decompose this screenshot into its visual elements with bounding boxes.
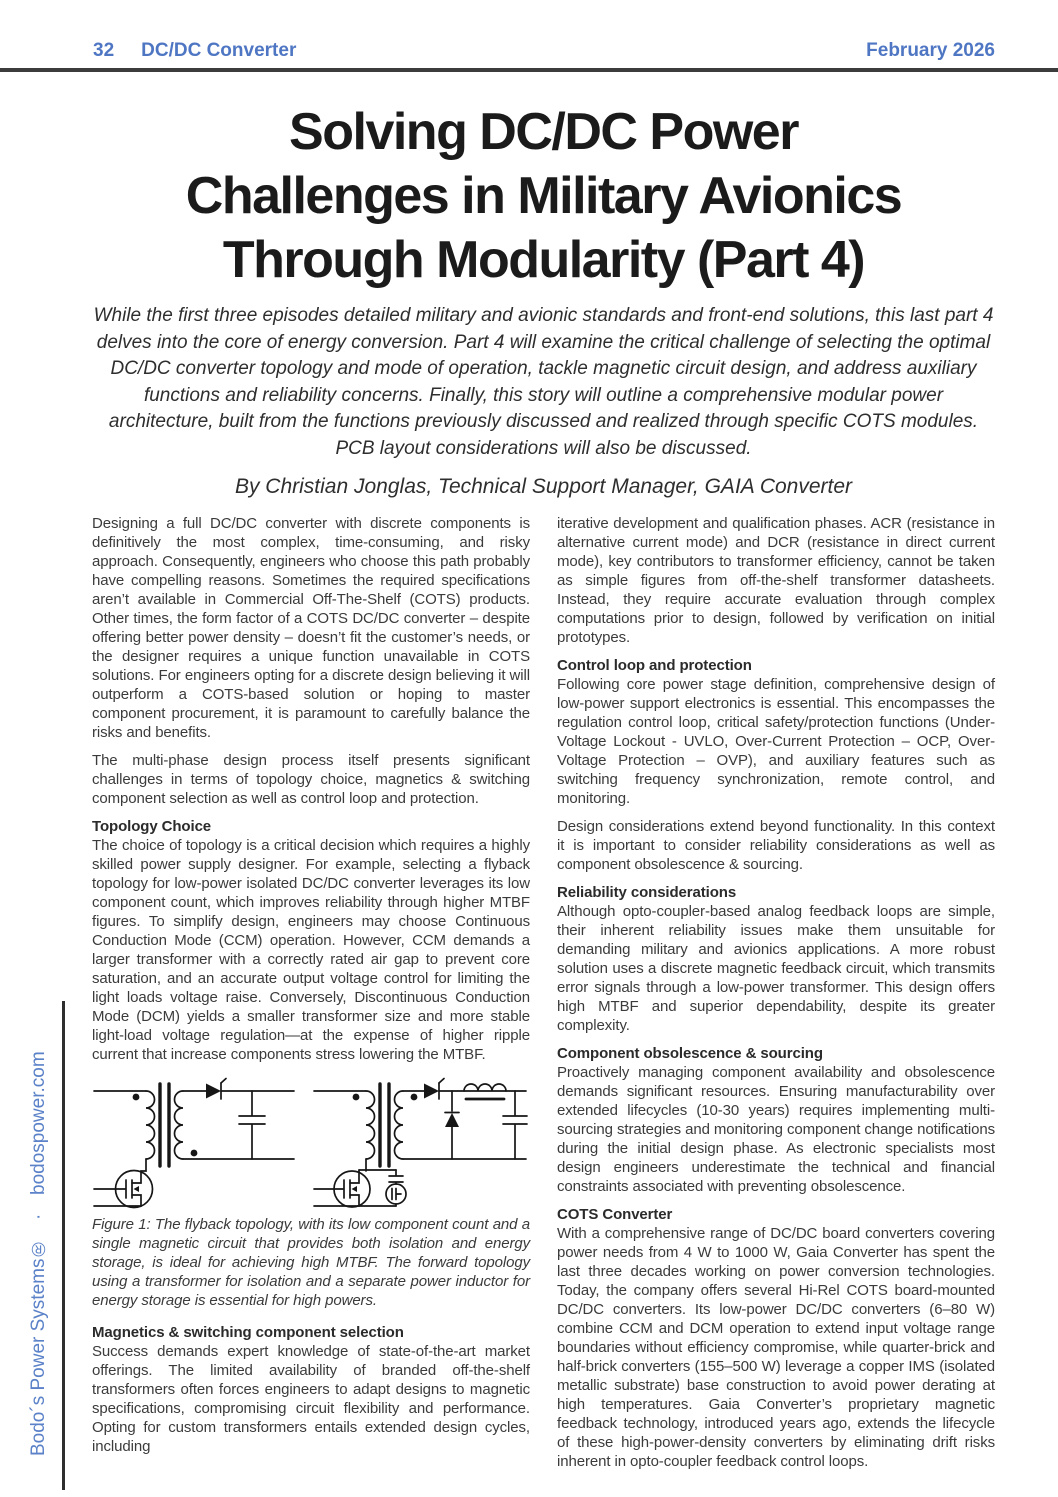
- figure-caption: Figure 1: The flyback topology, with its low component count and a single magnetic circuit that provides both isolation and energy storage, is ideal for achieving high MTBF. The forward topology using a transformer for isolation and a separate power inductor for energy storage is essential for high powers.: [92, 1216, 530, 1309]
- sidebar-rule: [62, 1001, 65, 1490]
- title-line-3: Through Modularity (Part 4): [222, 231, 865, 289]
- paragraph: Following core power stage definition, comprehensive design of low-power support electronics is essential. This encompasses the regulation control loop, critical safety/protection functions (Under-Voltage Lockout - UVLO, Over-Current Protection – OCP, Over-Voltage Protection – OVP), and auxiliary features such as switching frequency synchronization, remote control, and monitoring.: [557, 676, 995, 807]
- paragraph: Proactively managing component availability and obsolescence demands significant resources. Ensuring manufacturability over extended lifecycles (10-30 years) requires implementing multi-sourcing strategies and monitoring component change notifications during the initial design phase. As electronic specialists most design engineers underestimate the technical and financial constraints associated with preventing obsolescence.: [557, 1064, 995, 1195]
- page-number: 32: [93, 40, 115, 61]
- right-column: [557, 514, 995, 1480]
- paragraph: Although opto-coupler-based analog feedback loops are simple, their inherent reliability issues make them unsuitable for demanding military and avionics applications. A more robust solution uses a discrete magnetic feedback circuit, which transmits error signals through a low-power transformer. This design offers high MTBF and superior dependability, despite its greater complexity.: [557, 903, 995, 1034]
- left-column: [92, 514, 530, 1480]
- paragraph: Success demands expert knowledge of state-of-the-art market offerings. The limited availability of branded off-the-shelf transformers often forces engineers to adapt designs to magnetic specifications, compromising circuit flexibility and performance. Opting for custom transformers entails extended design cycles, including: [92, 1343, 530, 1455]
- section-heading-reliability: Reliability considerations: [557, 884, 737, 901]
- issue-date: February 2026: [866, 40, 995, 61]
- paragraph: Design considerations extend beyond functionality. In this context it is important to consider reliability considerations as well as component obsolescence & sourcing.: [557, 818, 995, 873]
- paragraph: The multi-phase design process itself presents significant challenges in terms of topology choice, magnetics & switching component selection as well as control loop and protection.: [92, 752, 530, 807]
- section-heading-control-loop: Control loop and protection: [557, 657, 752, 674]
- section-heading-cots: COTS Converter: [557, 1206, 673, 1223]
- header-rule: [0, 68, 1058, 72]
- section-heading-magnetics: Magnetics & switching component selection: [92, 1324, 404, 1341]
- article-lede: While the first three episodes detailed military and avionic standards and front-end solutions, this last part 4 delves into the core of energy conversion. Part 4 will examine the critical challenge of selecting the optimal DC/DC converter topology and mode of operation, tackle magnetic circuit design, and address auxiliary functions and reliability concerns. Finally, this story will outline a comprehensive modular power architecture, built from the functions previously discussed and realized through specific COTS modules. PCB layout considerations will also be discussed.: [93, 305, 994, 459]
- article-title: [92, 100, 995, 292]
- article: [92, 100, 995, 1480]
- magazine-brand: Bodo´s Power Systems®: [28, 1237, 49, 1457]
- page-header: [93, 40, 995, 62]
- section-title: DC/DC Converter: [141, 40, 297, 61]
- sidebar-vertical-text: [28, 1051, 50, 1457]
- section-heading-obsolescence: Component obsolescence & sourcing: [557, 1045, 823, 1062]
- title-line-1: Solving DC/DC Power: [289, 103, 798, 161]
- paragraph: With a comprehensive range of DC/DC board converters covering power needs from 4 W to 1000 W, Gaia Converter has spent the last three decades working on power conversion technologies. Today, the company offers several Hi-Rel COTS board-mounted DC/DC converters. Its low-power DC/DC converters (6–80 W) combine CCM and DCM operation to extend input voltage range boundaries without efficiency compromise, while quarter-brick and half-brick converters (155–500 W) leverage a copper IMS (isolated metallic substrate) base construction to avoid power derating at high temperatures. Gaia Converter’s proprietary magnetic feedback technology, introduced years ago, extends the lifecycle of these high-power-density converters by eliminating drift risks inherent in opto-coupler feedback control loops.: [557, 1225, 995, 1470]
- article-columns: [92, 514, 995, 1480]
- article-byline: By Christian Jonglas, Technical Support Manager, GAIA Converter: [234, 475, 853, 498]
- paragraph: Designing a full DC/DC converter with discrete components is definitively the most complex, time-consuming, and risky approach. Consequently, engineers who choose this path probably have compelling reasons. Sometimes the required specifications aren’t available in Commercial Off-The-Shelf (COTS) products. Other times, the form factor of a COTS DC/DC converter – despite offering better power density – doesn’t fit the customer’s needs, or the designer requires a unique function unavailable in COTS solutions. For engineers opting for a discrete design believing it will outperform a COTS-based solution or hoping to master component procurement, it is paramount to carefully balance the risks and benefits.: [92, 515, 530, 741]
- magazine-website: bodospower.com: [28, 1051, 49, 1196]
- forward-circuit-diagram: [312, 1073, 530, 1211]
- flyback-circuit-diagram: [92, 1073, 298, 1211]
- sidebar-separator: ·: [28, 1213, 49, 1220]
- figure-1: [92, 1073, 530, 1211]
- paragraph: The choice of topology is a critical decision which requires a highly skilled power supply designer. For example, selecting a flyback topology for low-power isolated DC/DC converter leverages its low component count, which improves reliability through higher MTBF figures. To simplify design, engineers may choose Continuous Conduction Mode (CCM) operation. However, CCM demands a larger transformer with a correctly rated air gap to prevent core saturation, and an accurate output voltage control for limiting the light loads voltage raise. Conversely, Discontinuous Conduction Mode (DCM) yields a smaller transformer size and more stable light-load voltage regulation—at the expense of higher ripple current that increase components stress lowering the MTBF.: [92, 837, 530, 1063]
- section-heading-topology: Topology Choice: [92, 818, 212, 835]
- paragraph: iterative development and qualification phases. ACR (resistance in alternative current mode) and DCR (resistance in direct current mode), key contributors to transformer efficiency, cannot be taken as simple figures from off-the-shelf transformer datasheets. Instead, they require accurate evaluation through complex computations prior to design, followed by verification on initial prototypes.: [557, 515, 995, 646]
- title-line-2: Challenges in Military Avionics: [185, 167, 902, 225]
